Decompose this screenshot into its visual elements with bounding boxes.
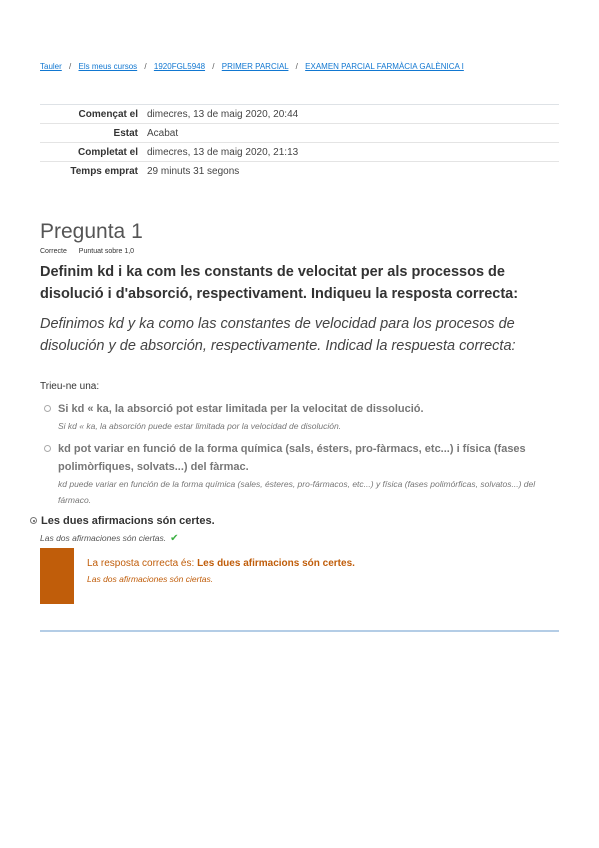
breadcrumb-link-course[interactable]: 1920FGL5948	[153, 62, 206, 71]
breadcrumb-separator: /	[69, 62, 72, 71]
question-grade: Puntuat sobre 1,0	[78, 248, 135, 255]
summary-label: Temps emprat	[40, 162, 147, 181]
breadcrumb-separator: /	[144, 62, 147, 71]
feedback-main	[87, 556, 355, 572]
breadcrumb-separator: /	[212, 62, 215, 71]
feedback-bar	[40, 548, 74, 604]
summary-value: 29 minuts 31 segons	[147, 162, 559, 181]
correct-answer-feedback	[40, 548, 559, 604]
summary-row-started	[40, 105, 559, 124]
question-text-catalan: Definim kd i ka com les constants de velocitat per als processos de disolució i d'absorció, respectivament. Indiqueu la resposta correcta:	[40, 264, 519, 302]
answer-option-1[interactable]	[40, 400, 560, 434]
summary-value: dimecres, 13 de maig 2020, 21:13	[147, 143, 559, 162]
question-info	[40, 248, 134, 255]
summary-row-state	[40, 124, 559, 143]
question-status: Correcte	[40, 248, 67, 255]
summary-row-time	[40, 162, 559, 181]
attempt-summary-table	[40, 104, 559, 180]
breadcrumb-link-dashboard[interactable]: Tauler	[40, 62, 62, 71]
option-translation: Si kd « ka, la absorción puede estar limitada por la velocidad de disolución.	[58, 421, 342, 431]
answer-prompt: Trieu-ne una:	[40, 381, 100, 392]
breadcrumb-link-my-courses[interactable]: Els meus cursos	[78, 62, 138, 71]
breadcrumb	[40, 62, 464, 71]
answer-option-2[interactable]	[40, 440, 560, 508]
summary-label: Estat	[40, 124, 147, 143]
question-text-spanish: Definimos kd y ka como las constantes de velocidad para los procesos de disolución y de absorción, respectivamente. Indicad la respuesta correcta:	[40, 316, 516, 354]
radio-button[interactable]	[44, 445, 51, 452]
feedback-text	[87, 556, 355, 586]
feedback-answer: Les dues afirmacions són certes.	[197, 558, 355, 569]
feedback-prefix: La resposta correcta és:	[87, 558, 198, 569]
option-translation: Las dos afirmaciones són ciertas.	[40, 533, 167, 543]
option-label: Les dues afirmacions són certes.	[41, 515, 215, 527]
summary-row-completed	[40, 143, 559, 162]
radio-button-selected[interactable]	[30, 517, 37, 524]
option-label: kd pot variar en funció de la forma química (sals, ésters, pro-fàrmacs, etc...) i física (fases polimòrfiques, solvats...) del fàrmac.	[58, 443, 526, 473]
breadcrumb-link-section[interactable]: PRIMER PARCIAL	[221, 62, 289, 71]
summary-value: dimecres, 13 de maig 2020, 20:44	[147, 105, 559, 124]
check-icon: ✔	[170, 533, 179, 544]
radio-button[interactable]	[44, 405, 51, 412]
option-translation: kd puede variar en función de la forma química (sales, ésteres, pro-fármacos, etc...) y física (fases polimórficas, solvatos...) del fármaco.	[58, 479, 536, 505]
summary-label: Completat el	[40, 143, 147, 162]
option-translation-row	[30, 530, 550, 547]
answer-option-3[interactable]	[30, 512, 550, 547]
question-divider	[40, 630, 559, 632]
feedback-translation: Las dos afirmaciones són ciertas.	[87, 574, 214, 584]
option-label: Si kd « ka, la absorció pot estar limitada per la velocitat de dissolució.	[58, 403, 424, 415]
summary-label: Començat el	[40, 105, 147, 124]
breadcrumb-link-quiz[interactable]: EXAMEN PARCIAL FARMÀCIA GALÈNICA I	[305, 62, 464, 71]
breadcrumb-separator: /	[295, 62, 298, 71]
summary-value: Acabat	[147, 124, 559, 143]
question-title: Pregunta 1	[40, 220, 143, 243]
